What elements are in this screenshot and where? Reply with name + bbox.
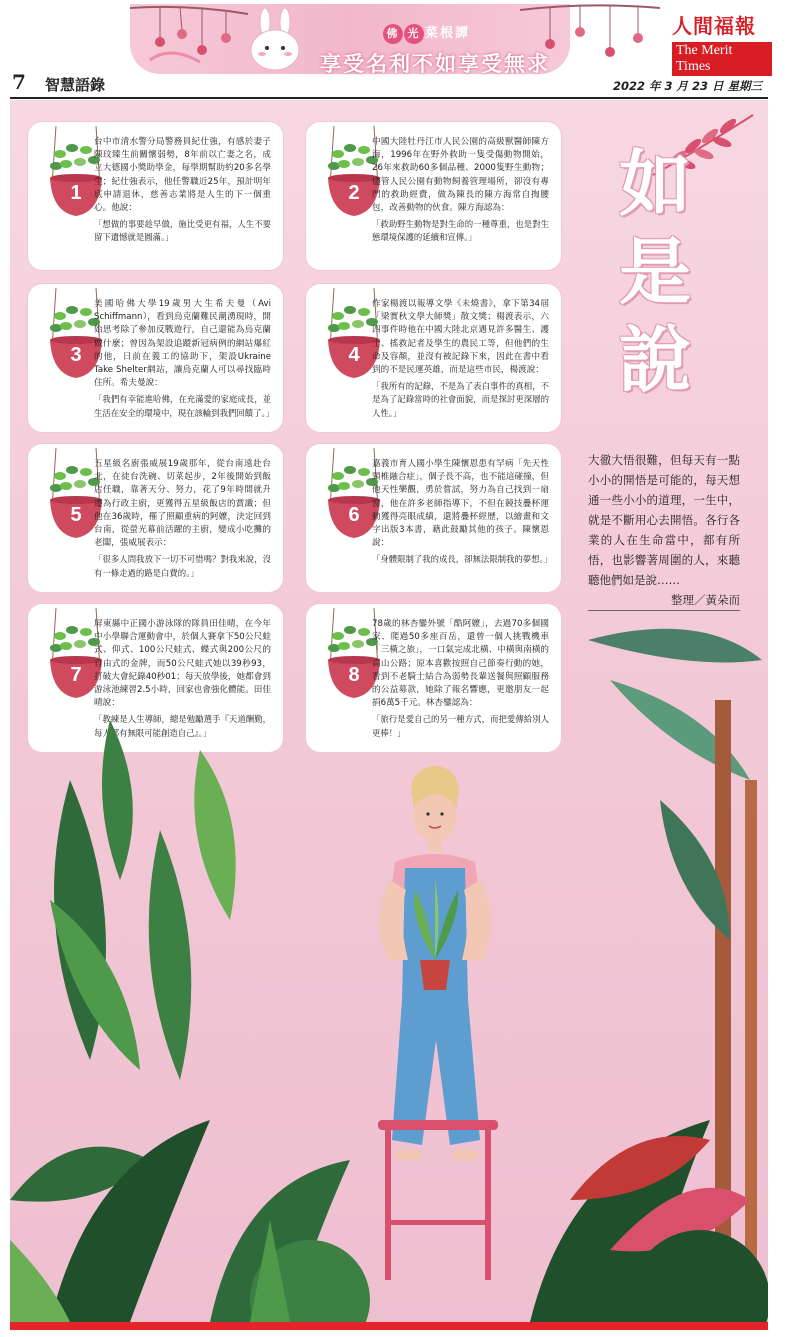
card-body: 五星級名廚張威展19歲那年，從台南遠赴台北，在徒台洗碗、切菜起步，2年後開始到飯店任職，靠著天分、努力，花了9年時間就升遷為行政主廚，更獲得五星級飯店的賞識；但他在36歲時，罹了照顧重病的阿嬤，決定回到台南，從螢光幕前活躍的主廚，變成小吃攤的老闆，張威展表示： <box>94 459 271 549</box>
issue-date: 2022 年 3 月 23 日 星期三 <box>612 79 762 93</box>
card-number: 2 <box>348 182 360 204</box>
plants-woman-illustration <box>10 600 768 1322</box>
quote-card <box>28 444 283 592</box>
header-divider <box>10 97 768 99</box>
card-text <box>94 298 275 420</box>
quote-card <box>28 284 283 432</box>
card-body: 作家楊渡以報導文學《未燒書》，拿下第34屆「梁實秋文學大師獎」散文獎；楊渡表示，六四事件時他在中國大陸北京遇見許多醫生、護士、搖救記者及學生的農民工等，但他們的生命及容顏，並沒有被記錄下來，因此在書中看到的不是民運英雄，而是這些市民，楊渡說： <box>372 299 549 376</box>
column-tag-text: 菜根譚 <box>425 26 471 41</box>
card-body: 台中市清水警分局警務員紀仕強，有感於妻子陳玟臻生前關懷弱勢，8年前以亡妻之名，成立大德國小獎助學金，每學期幫助約20多名學生；紀仕強表示，他任警職近25年，預計明年底申請退休，慈善志業將是人生的下一個重心。他說： <box>94 137 271 214</box>
tall-leaves-left-icon <box>50 720 236 1080</box>
bottom-rule <box>10 1322 768 1330</box>
card-number: 5 <box>70 504 82 526</box>
column-tag-char: 光 <box>404 24 424 44</box>
logo-english: The Merit Times <box>672 42 772 76</box>
branch-decoration-icon <box>130 0 250 70</box>
card-body: 中國大陸牡丹江市人民公園的高級獸醫師陳方海，1996年在野外救助一隻受傷動物開始，26年來救助60多個品種、2000隻野生動物；儘管人民公園有動物飼養管理場所，卻沒有專門的救助經費，做為陳長的陳方海常自掏腰包，改善動物的伙食。陳方海認為： <box>372 137 549 214</box>
card-text <box>372 136 549 245</box>
card-body: 嘉義市育人國小學生陳懷恩患有罕病「先天性頸椎融合症」，個子長不高，也不能這碰撞，但他天性樂觀，勇於嘗試，努力為自己找到一扇窗，他在許多老師指導下，不但在競技疊杯運動獲得亮眼成績，還將疊杯經歷，以繪畫和文字出版3本書，藉此鼓勵其他的孩子。陳懷恩說： <box>372 459 549 549</box>
card-body: 78歲的林杏鑾外號「酷阿嬤」，去過70多個國家、爬過50多座百岳，還曾一個人挑戰機車「三橫之旅」，一口氣完成北橫、中橫與南橫的高山公路；原本喜歡按照自己節奏行動的她，看到不老騎士結合為弱勢長輩送餐與照顧服務的公益募款，她除了報名響應，更邀朋友一起捐6萬5千元。林杏鑾認為： <box>372 619 549 709</box>
card-body: 美國哈佛大學19歲男大生希夫曼（Avi Schiffmann），看到烏克蘭難民潮湧現時，開始思考除了參加反戰遊行，自己還能為烏克蘭做什麼；曾因為架設追蹤新冠病例的網站爆紅的他，日前在義工的協助下，架設Ukraine Take Shelter網站，讓烏克蘭人可以尋找臨時住所。希夫曼說： <box>94 299 271 389</box>
card-quote: 「旅行是愛自己的另一種方式，而把愛傳給別人更棒！」 <box>372 714 549 738</box>
card-number: 8 <box>348 664 360 686</box>
card-body: 屏東縣中正國小游泳隊的隊員田佳晴，在今年中小學聯合運動會中，於個人賽拿下50公尺蛙式、仰式、100公尺蛙式、蝶式與200公尺的自由式的金牌，而50公尺蛙式她以39秒93，打破大會紀錄40秒01；每天放學後，她都會到游泳池練習2.5小時，回家也會強化體能。田佳晴說： <box>94 619 271 709</box>
logo <box>672 10 772 76</box>
card-number: 7 <box>70 664 82 686</box>
card-text <box>372 298 549 420</box>
card-quote: 「教練是人生導師，總是勉勵選手『天道酬勤，每人都有無限可能創造自己』。」 <box>94 714 271 738</box>
column-tag <box>383 22 470 44</box>
column-tag-char: 佛 <box>383 24 403 44</box>
card-number: 4 <box>348 344 360 366</box>
quote-card <box>306 284 561 432</box>
card-number: 6 <box>348 504 360 526</box>
woman-figure-icon <box>378 766 498 1280</box>
page-title: 如是說 <box>618 141 691 402</box>
card-quote: 「我們有幸能進哈佛，在充滿愛的家庭成長，並生活在安全的環境中，現在該輪到我們回饋了。」 <box>94 394 275 418</box>
quote-card <box>28 122 283 270</box>
logo-chinese: 人間福報 <box>672 14 756 38</box>
card-quote: 「我所有的記錄，不是為了表白事件的真相，不是為了記錄當時的社會面貌，而是探討更深層的人性。」 <box>372 381 549 418</box>
bunny-icon <box>245 8 305 72</box>
section-name: 智慧語錄 <box>45 76 106 94</box>
card-quote: 「很多人問我放下一切不可惜嗎？對我來說，沒有一條走過的路是白費的。」 <box>94 554 271 578</box>
card-quote: 「想做的事要趁早做，施比受更有福，人生不要留下遺憾就是圓滿。」 <box>94 219 271 243</box>
card-quote: 「救助野生動物是對生命的一種尊重，也是對生態環境保護的延續和宣傳。」 <box>372 219 549 243</box>
page-header <box>0 0 800 100</box>
page-number: 7 <box>12 70 26 94</box>
card-number: 3 <box>70 344 82 366</box>
card-quote: 「身體限制了我的成長，卻無法限制我的夢想。」 <box>372 554 553 565</box>
column-title: 享受名利不如享受無求 <box>320 51 550 76</box>
card-number: 1 <box>70 182 82 204</box>
quote-card <box>306 444 561 592</box>
byline: 整理／黃朵而 <box>588 592 740 611</box>
card-text <box>94 136 271 245</box>
quote-card <box>306 122 561 270</box>
intro-text: 大徹大悟很難，但每天有一點小小的開悟是可能的，每天想通一些小小的道理，一生中，就是不斷用心去開悟。各行各業的人在生命當中，都有所悟，也影響著周圍的人，來聽聽他們如是說…… <box>588 453 740 587</box>
card-text <box>372 458 553 567</box>
card-text <box>94 458 271 580</box>
